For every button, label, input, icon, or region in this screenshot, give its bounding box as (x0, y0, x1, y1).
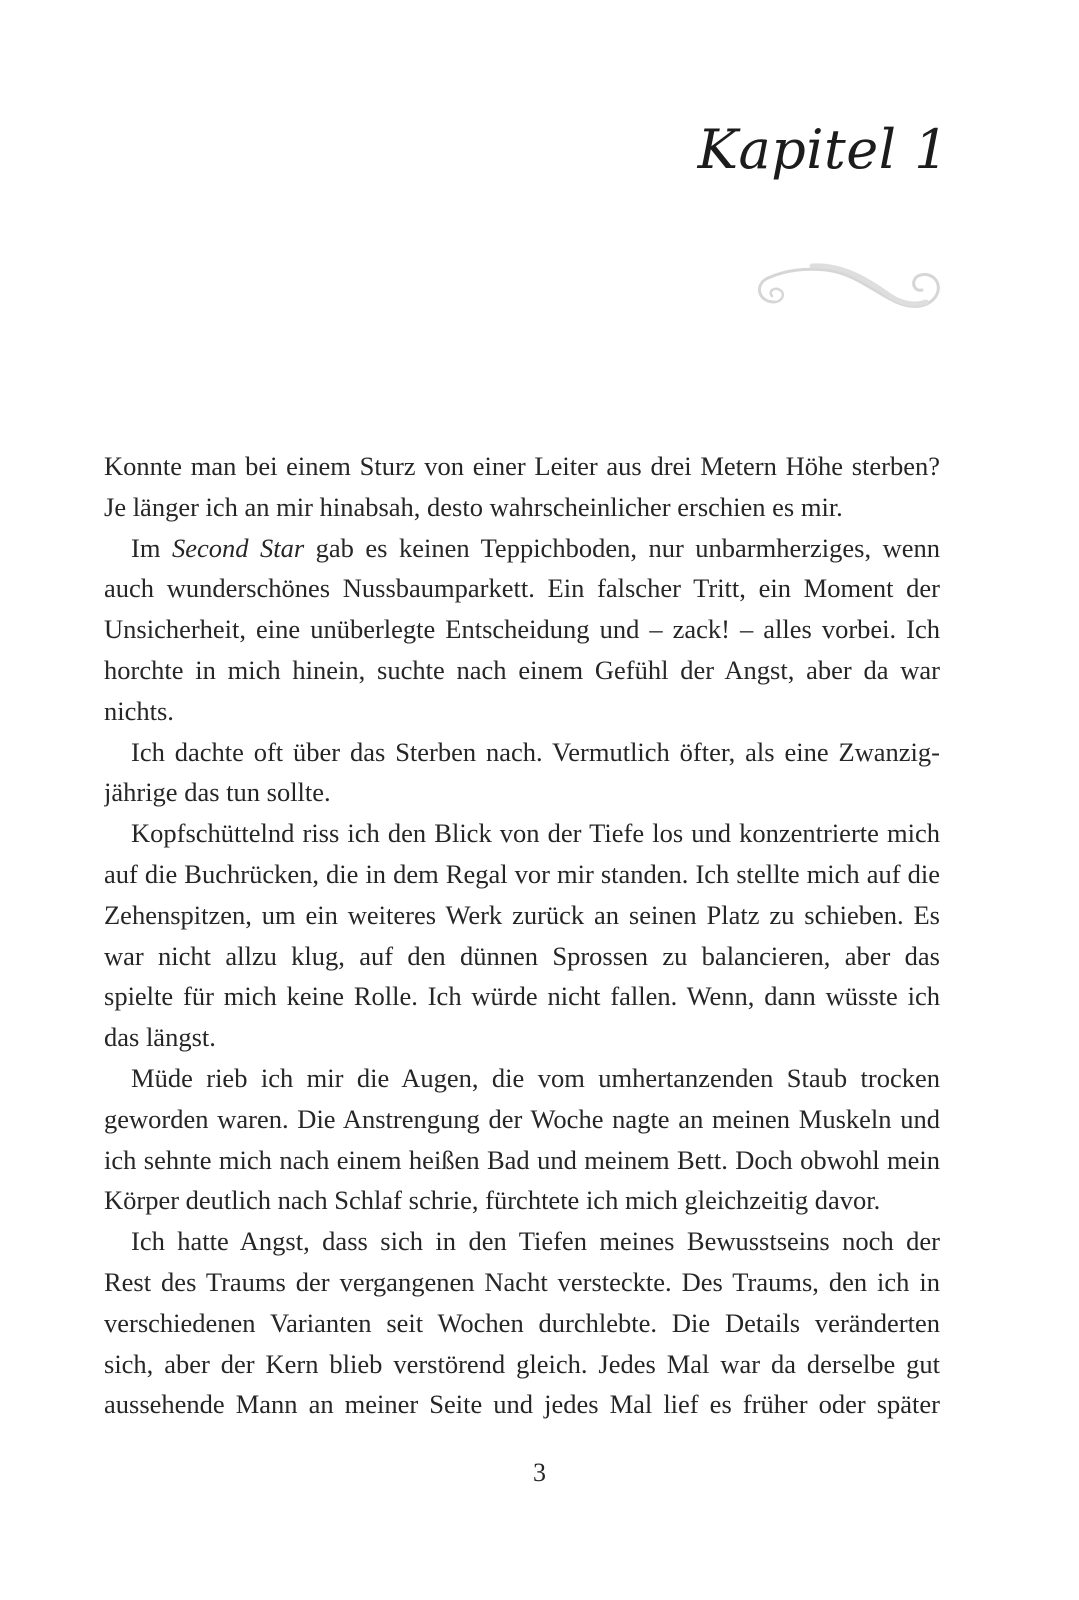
chapter-title: Kapitel 1 (697, 118, 949, 181)
text-line: jährige das tun sollte. (104, 777, 331, 808)
text-line: auf die Buchrücken, die in dem Regal vor mir standen. Ich stellte mich auf die (104, 858, 940, 889)
text-line: nichts. (104, 695, 174, 726)
text-line: Körper deutlich nach Schlaf schrie, fürchtete ich mich gleichzeitig davor. (104, 1185, 881, 1216)
text-line: auch wunderschönes Nussbaumparkett. Ein falscher Tritt, ein Moment der (104, 573, 940, 604)
text-line: Müde rieb ich mir die Augen, die vom umhertanzenden Staub trocken (131, 1062, 940, 1093)
text-line: spielte für mich keine Rolle. Ich würde nicht fallen. Wenn, dann wüsste ich (104, 981, 940, 1012)
text-line: Konnte man bei einem Sturz von einer Leiter aus drei Metern Höhe sterben? (104, 451, 940, 481)
text-fragment: Im (131, 532, 172, 563)
text-line: sich, aber der Kern blieb verstörend gleich. Jedes Mal war da derselbe gut (104, 1348, 940, 1379)
text-line: Je länger ich an mir hinabsah, desto wahrscheinlicher erschien es mir. (104, 491, 843, 522)
text-line: Ich hatte Angst, dass sich in den Tiefen meines Bewusstseins noch der (131, 1226, 940, 1257)
chapter-body (104, 446, 940, 1425)
text-line: Zehenspitzen, um ein weiteres Werk zurück an seinen Platz zu schieben. Es (104, 899, 940, 930)
text-line: verschiedenen Varianten seit Wochen durchlebte. Die Details veränderten (104, 1307, 940, 1338)
text-line: war nicht allzu klug, auf den dünnen Sprossen zu balancieren, aber das (104, 940, 940, 971)
text-fragment: gab es keinen Teppichboden, nur unbarmherziges, wenn (304, 532, 940, 563)
page-number: 3 (533, 1458, 546, 1487)
text-line: ich sehnte mich nach einem heißen Bad und meinem Bett. Doch obwohl mein (104, 1144, 940, 1175)
text-line: Unsicherheit, eine unüberlegte Entscheidung und – zack! – alles vorbei. Ich (104, 614, 940, 645)
text-line (104, 528, 940, 569)
text-line: geworden waren. Die Anstrengung der Woche nagte an meinen Muskeln und (104, 1103, 940, 1134)
book-store-name: Second Star (171, 532, 305, 563)
text-line: Ich dachte oft über das Sterben nach. Vermutlich öfter, als eine Zwanzig- (131, 736, 940, 767)
text-line: Rest des Traums der vergangenen Nacht versteckte. Des Traums, den ich in (104, 1266, 940, 1297)
text-line: Kopfschüttelnd riss ich den Blick von der Tiefe los und konzentrierte mich (131, 818, 940, 849)
text-line: aussehende Mann an meiner Seite und jedes Mal lief es früher oder später (104, 1389, 940, 1420)
text-line: das längst. (104, 1022, 216, 1053)
text-line: horchte in mich hinein, suchte nach einem Gefühl der Angst, aber da war (104, 654, 940, 685)
flourish-ornament-icon (752, 258, 944, 314)
